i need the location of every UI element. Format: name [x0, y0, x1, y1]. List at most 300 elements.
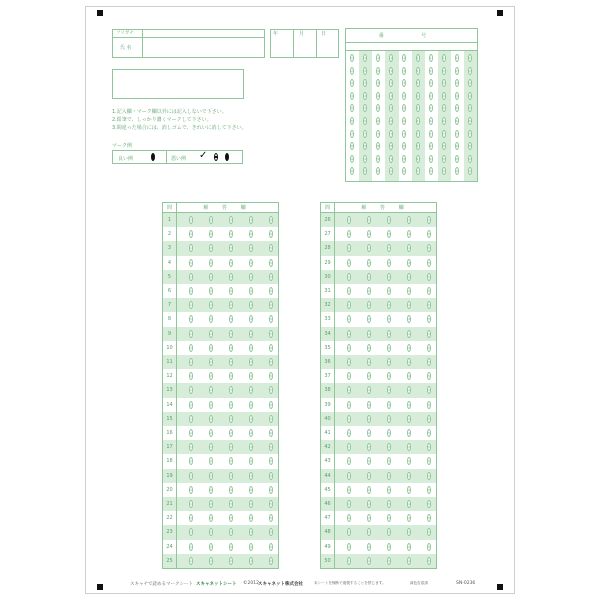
answer-bubble[interactable]: 3	[230, 232, 232, 237]
id-bubble[interactable]: 4	[364, 93, 367, 98]
id-bubble[interactable]: 7	[377, 131, 380, 136]
answer-bubble[interactable]: 1	[348, 232, 350, 237]
answer-bubble[interactable]: 1	[190, 459, 192, 464]
answer-bubble[interactable]: 5	[270, 544, 272, 549]
answer-bubble[interactable]: 4	[408, 558, 410, 563]
id-bubble[interactable]: 6	[442, 119, 445, 123]
id-bubble[interactable]: 8	[442, 144, 445, 149]
answer-bubble[interactable]: 3	[230, 544, 232, 549]
answer-bubble[interactable]: 3	[388, 473, 390, 478]
answer-bubble[interactable]: 4	[408, 487, 410, 492]
answer-bubble[interactable]: 3	[230, 260, 232, 265]
answer-bubble[interactable]: 5	[428, 388, 430, 393]
answer-bubble[interactable]: 2	[210, 416, 212, 421]
answer-bubble[interactable]: 5	[270, 516, 272, 521]
id-bubble[interactable]: 9	[390, 156, 393, 161]
answer-bubble[interactable]: 4	[250, 232, 252, 237]
id-bubble[interactable]: 6	[468, 119, 471, 123]
id-bubble[interactable]: 3	[455, 81, 458, 86]
answer-bubble[interactable]: 1	[190, 445, 192, 450]
answer-bubble[interactable]: 2	[210, 374, 212, 379]
id-bubble[interactable]: 2	[403, 68, 406, 73]
answer-bubble[interactable]: 5	[270, 445, 272, 450]
id-bubble[interactable]: 2	[416, 68, 419, 73]
id-bubble[interactable]: 4	[377, 93, 380, 98]
id-bubble[interactable]: 2	[468, 68, 471, 73]
answer-bubble[interactable]: 5	[428, 246, 430, 251]
answer-bubble[interactable]: 3	[230, 431, 232, 435]
id-bubble[interactable]: 6	[429, 119, 432, 123]
answer-bubble[interactable]: 4	[250, 502, 252, 506]
answer-bubble[interactable]: 5	[270, 473, 272, 478]
id-bubble[interactable]: 6	[403, 119, 406, 123]
answer-bubble[interactable]: 2	[210, 360, 212, 364]
answer-bubble[interactable]: 1	[190, 388, 192, 393]
answer-bubble[interactable]: 4	[408, 416, 410, 421]
id-bubble[interactable]: 1	[351, 56, 353, 60]
answer-bubble[interactable]: 3	[388, 232, 390, 237]
id-bubble[interactable]: 2	[442, 68, 445, 73]
id-bubble[interactable]: 9	[468, 156, 471, 161]
answer-bubble[interactable]: 3	[230, 289, 232, 293]
answer-bubble[interactable]: 2	[210, 388, 212, 393]
answer-bubble[interactable]: 2	[368, 431, 370, 435]
answer-bubble[interactable]: 1	[348, 374, 350, 379]
answer-bubble[interactable]: 2	[368, 388, 370, 393]
answer-bubble[interactable]: 3	[388, 260, 390, 265]
answer-bubble[interactable]: 4	[250, 416, 252, 421]
answer-bubble[interactable]: 1	[190, 260, 192, 265]
id-bubble[interactable]: 1	[377, 56, 380, 60]
answer-bubble[interactable]: 1	[190, 345, 192, 350]
answer-bubble[interactable]: 5	[428, 516, 430, 521]
answer-bubble[interactable]: 4	[408, 388, 410, 393]
answer-bubble[interactable]: 4	[408, 473, 410, 478]
answer-bubble[interactable]: 4	[250, 317, 252, 322]
answer-bubble[interactable]: 5	[270, 374, 272, 379]
answer-bubble[interactable]: 3	[388, 246, 390, 251]
id-bubble[interactable]: 9	[403, 156, 406, 161]
id-bubble[interactable]: 6	[416, 119, 419, 123]
answer-bubble[interactable]: 3	[230, 416, 232, 421]
answer-bubble[interactable]: 4	[250, 445, 252, 450]
answer-bubble[interactable]: 1	[348, 544, 350, 549]
answer-bubble[interactable]: 2	[210, 445, 212, 450]
answer-bubble[interactable]: 2	[210, 502, 212, 506]
id-bubble[interactable]: 4	[403, 93, 406, 98]
id-bubble[interactable]: 9	[455, 156, 458, 161]
answer-bubble[interactable]: 4	[408, 431, 410, 435]
id-bubble[interactable]: 9	[429, 156, 432, 161]
id-bubble[interactable]: 1	[468, 56, 471, 60]
id-bubble[interactable]: 8	[429, 144, 432, 149]
answer-bubble[interactable]: 5	[270, 431, 272, 435]
answer-bubble[interactable]: 1	[190, 473, 192, 478]
answer-bubble[interactable]: 1	[190, 530, 192, 535]
answer-bubble[interactable]: 1	[348, 274, 350, 279]
answer-bubble[interactable]: 1	[348, 289, 350, 293]
answer-bubble[interactable]: 4	[250, 558, 252, 563]
answer-bubble[interactable]: 3	[388, 289, 390, 293]
id-bubble[interactable]: 8	[416, 144, 419, 149]
answer-bubble[interactable]: 4	[408, 445, 410, 450]
answer-bubble[interactable]: 3	[230, 317, 232, 322]
id-bubble[interactable]: 3	[351, 81, 353, 86]
id-write-row[interactable]	[346, 43, 477, 51]
answer-bubble[interactable]: 3	[388, 502, 390, 506]
answer-bubble[interactable]: 3	[388, 274, 390, 279]
answer-bubble[interactable]: 4	[408, 246, 410, 251]
answer-bubble[interactable]: 5	[428, 431, 430, 435]
answer-bubble[interactable]: 1	[190, 558, 192, 563]
answer-bubble[interactable]: 3	[388, 416, 390, 421]
answer-bubble[interactable]: 5	[428, 487, 430, 492]
id-bubble[interactable]: 8	[455, 144, 458, 149]
answer-bubble[interactable]: 5	[270, 345, 272, 350]
answer-bubble[interactable]: 2	[210, 516, 212, 521]
answer-bubble[interactable]: 2	[368, 487, 370, 492]
answer-bubble[interactable]: 1	[190, 374, 192, 379]
id-bubble[interactable]: 5	[364, 106, 367, 111]
id-bubble[interactable]: 7	[468, 131, 471, 136]
answer-bubble[interactable]: 5	[270, 416, 272, 421]
id-bubble[interactable]: 1	[442, 56, 445, 60]
answer-bubble[interactable]: 4	[250, 473, 252, 478]
answer-bubble[interactable]: 3	[388, 374, 390, 379]
answer-bubble[interactable]: 4	[408, 544, 410, 549]
answer-bubble[interactable]: 1	[348, 331, 350, 336]
answer-bubble[interactable]: 2	[210, 274, 212, 279]
id-bubble[interactable]: 5	[455, 106, 458, 111]
answer-bubble[interactable]: 5	[428, 502, 430, 506]
id-bubble[interactable]: 1	[455, 56, 458, 60]
answer-bubble[interactable]: 2	[368, 502, 370, 506]
answer-bubble[interactable]: 3	[230, 402, 232, 407]
answer-bubble[interactable]: 2	[210, 473, 212, 478]
answer-bubble[interactable]: 1	[190, 303, 192, 308]
answer-bubble[interactable]: 4	[250, 431, 252, 435]
answer-bubble[interactable]: 1	[348, 487, 350, 492]
id-bubble[interactable]: 5	[390, 106, 393, 111]
answer-bubble[interactable]: 3	[230, 502, 232, 506]
answer-bubble[interactable]: 4	[408, 516, 410, 521]
answer-bubble[interactable]: 1	[348, 388, 350, 393]
answer-bubble[interactable]: 1	[348, 473, 350, 478]
answer-bubble[interactable]: 2	[368, 331, 370, 336]
answer-bubble[interactable]: 5	[428, 303, 430, 308]
answer-bubble[interactable]: 5	[428, 218, 430, 222]
answer-bubble[interactable]: 1	[190, 317, 192, 322]
answer-bubble[interactable]: 3	[388, 459, 390, 464]
answer-bubble[interactable]: 5	[270, 360, 272, 364]
answer-bubble[interactable]: 4	[250, 487, 252, 492]
answer-bubble[interactable]: 1	[348, 303, 350, 308]
answer-bubble[interactable]: 2	[210, 218, 212, 222]
id-bubble[interactable]: 7	[442, 131, 445, 136]
answer-bubble[interactable]: 5	[270, 558, 272, 563]
answer-bubble[interactable]: 4	[408, 218, 410, 222]
id-bubble[interactable]: 3	[429, 81, 432, 86]
answer-bubble[interactable]: 5	[270, 274, 272, 279]
answer-bubble[interactable]: 5	[270, 502, 272, 506]
answer-bubble[interactable]: 3	[230, 558, 232, 563]
answer-bubble[interactable]: 3	[388, 487, 390, 492]
answer-bubble[interactable]: 1	[348, 459, 350, 464]
answer-bubble[interactable]: 3	[230, 360, 232, 364]
answer-bubble[interactable]: 1	[190, 274, 192, 279]
id-bubble[interactable]: 1	[416, 56, 419, 60]
answer-bubble[interactable]: 2	[210, 317, 212, 322]
answer-bubble[interactable]: 3	[230, 530, 232, 535]
id-bubble[interactable]: 2	[429, 68, 432, 73]
answer-bubble[interactable]: 4	[250, 260, 252, 265]
answer-bubble[interactable]: 5	[270, 331, 272, 336]
answer-bubble[interactable]: 5	[270, 260, 272, 265]
answer-bubble[interactable]: 1	[348, 218, 350, 222]
answer-bubble[interactable]: 3	[388, 402, 390, 407]
answer-bubble[interactable]: 2	[210, 331, 212, 336]
id-bubble[interactable]: 7	[364, 131, 367, 136]
answer-bubble[interactable]: 2	[368, 260, 370, 265]
answer-bubble[interactable]: 4	[250, 274, 252, 279]
answer-bubble[interactable]: 3	[388, 544, 390, 549]
answer-bubble[interactable]: 3	[388, 530, 390, 535]
id-bubble[interactable]: 4	[468, 93, 471, 98]
answer-bubble[interactable]: 4	[250, 218, 252, 222]
id-bubble[interactable]: 9	[377, 156, 380, 161]
id-bubble[interactable]: 0	[468, 169, 471, 174]
answer-bubble[interactable]: 1	[190, 487, 192, 492]
id-bubble[interactable]: 7	[390, 131, 393, 136]
id-bubble[interactable]: 0	[455, 169, 458, 174]
answer-bubble[interactable]: 3	[230, 274, 232, 279]
answer-bubble[interactable]: 3	[230, 374, 232, 379]
answer-bubble[interactable]: 4	[408, 274, 410, 279]
id-bubble[interactable]: 2	[390, 68, 393, 73]
answer-bubble[interactable]: 1	[348, 260, 350, 265]
answer-bubble[interactable]: 2	[368, 289, 370, 293]
answer-bubble[interactable]: 1	[190, 218, 192, 222]
id-bubble[interactable]: 1	[429, 56, 432, 60]
answer-bubble[interactable]: 4	[408, 502, 410, 506]
answer-bubble[interactable]: 2	[210, 544, 212, 549]
answer-bubble[interactable]: 4	[408, 402, 410, 407]
answer-bubble[interactable]: 3	[388, 345, 390, 350]
id-bubble[interactable]: 8	[351, 144, 353, 149]
answer-bubble[interactable]: 2	[210, 260, 212, 265]
id-bubble[interactable]: 4	[351, 93, 353, 98]
answer-bubble[interactable]: 2	[210, 402, 212, 407]
answer-bubble[interactable]: 1	[348, 416, 350, 421]
answer-bubble[interactable]: 2	[368, 246, 370, 251]
answer-bubble[interactable]: 5	[270, 487, 272, 492]
answer-bubble[interactable]: 2	[368, 558, 370, 563]
answer-bubble[interactable]: 1	[190, 516, 192, 521]
id-bubble[interactable]: 9	[364, 156, 367, 161]
answer-bubble[interactable]: 3	[230, 487, 232, 492]
id-bubble[interactable]: 9	[351, 156, 353, 161]
answer-bubble[interactable]: 2	[210, 289, 212, 293]
answer-bubble[interactable]: 3	[388, 360, 390, 364]
answer-bubble[interactable]: 2	[368, 544, 370, 549]
id-bubble[interactable]: 9	[416, 156, 419, 161]
answer-bubble[interactable]: 1	[190, 416, 192, 421]
answer-bubble[interactable]: 3	[388, 558, 390, 563]
answer-bubble[interactable]: 4	[250, 289, 252, 293]
id-bubble[interactable]: 1	[390, 56, 393, 60]
id-bubble[interactable]: 8	[403, 144, 406, 149]
answer-bubble[interactable]: 2	[210, 303, 212, 308]
answer-bubble[interactable]: 4	[408, 260, 410, 265]
answer-bubble[interactable]: 5	[428, 445, 430, 450]
answer-bubble[interactable]: 5	[428, 473, 430, 478]
free-entry-box[interactable]	[112, 69, 244, 99]
answer-bubble[interactable]: 1	[348, 402, 350, 407]
answer-bubble[interactable]: 2	[368, 516, 370, 521]
answer-bubble[interactable]: 2	[368, 402, 370, 407]
answer-bubble[interactable]: 1	[348, 246, 350, 251]
id-bubble[interactable]: 0	[403, 169, 406, 174]
answer-bubble[interactable]: 4	[250, 459, 252, 464]
answer-bubble[interactable]: 4	[408, 345, 410, 350]
answer-bubble[interactable]: 3	[230, 473, 232, 478]
id-bubble[interactable]: 0	[429, 169, 432, 174]
answer-bubble[interactable]: 4	[250, 388, 252, 393]
id-bubble[interactable]: 8	[364, 144, 367, 149]
answer-bubble[interactable]: 2	[210, 431, 212, 435]
answer-bubble[interactable]: 1	[190, 402, 192, 407]
id-bubble[interactable]: 6	[351, 119, 353, 123]
answer-bubble[interactable]: 5	[270, 317, 272, 322]
answer-bubble[interactable]: 1	[348, 558, 350, 563]
answer-bubble[interactable]: 3	[388, 317, 390, 322]
answer-bubble[interactable]: 2	[210, 232, 212, 237]
answer-bubble[interactable]: 5	[270, 388, 272, 393]
id-bubble[interactable]: 6	[377, 119, 380, 123]
answer-bubble[interactable]: 3	[230, 459, 232, 464]
answer-bubble[interactable]: 4	[250, 530, 252, 535]
answer-bubble[interactable]: 1	[348, 317, 350, 322]
answer-bubble[interactable]: 5	[428, 530, 430, 535]
answer-bubble[interactable]: 2	[210, 345, 212, 350]
answer-bubble[interactable]: 5	[428, 416, 430, 421]
id-bubble[interactable]: 0	[416, 169, 419, 174]
answer-bubble[interactable]: 5	[270, 530, 272, 535]
id-bubble[interactable]: 5	[403, 106, 406, 111]
id-bubble[interactable]: 6	[390, 119, 393, 123]
answer-bubble[interactable]: 4	[250, 374, 252, 379]
id-bubble[interactable]: 5	[468, 106, 471, 111]
id-bubble[interactable]: 3	[442, 81, 445, 86]
id-bubble[interactable]: 7	[403, 131, 406, 136]
answer-bubble[interactable]: 1	[190, 544, 192, 549]
answer-bubble[interactable]: 4	[250, 516, 252, 521]
answer-bubble[interactable]: 1	[348, 431, 350, 435]
id-bubble[interactable]: 4	[429, 93, 432, 98]
id-bubble[interactable]: 2	[455, 68, 458, 73]
answer-bubble[interactable]: 4	[408, 331, 410, 336]
id-bubble[interactable]: 7	[429, 131, 432, 136]
id-bubble[interactable]: 5	[351, 106, 353, 111]
id-bubble[interactable]: 7	[455, 131, 458, 136]
name-field[interactable]	[143, 38, 265, 58]
answer-bubble[interactable]: 3	[230, 388, 232, 393]
answer-bubble[interactable]: 1	[348, 445, 350, 450]
id-bubble[interactable]: 1	[364, 56, 367, 60]
answer-bubble[interactable]: 1	[348, 530, 350, 535]
id-bubble[interactable]: 4	[390, 93, 393, 98]
id-bubble[interactable]: 3	[377, 81, 380, 86]
answer-bubble[interactable]: 3	[388, 303, 390, 308]
answer-bubble[interactable]: 3	[230, 445, 232, 450]
answer-bubble[interactable]: 5	[270, 402, 272, 407]
answer-bubble[interactable]: 4	[250, 544, 252, 549]
answer-bubble[interactable]: 1	[190, 331, 192, 336]
answer-bubble[interactable]: 4	[408, 317, 410, 322]
id-bubble[interactable]: 3	[468, 81, 471, 86]
answer-bubble[interactable]: 5	[428, 331, 430, 336]
answer-bubble[interactable]: 2	[368, 274, 370, 279]
answer-bubble[interactable]: 4	[408, 530, 410, 535]
answer-bubble[interactable]: 2	[368, 374, 370, 379]
answer-bubble[interactable]: 5	[428, 558, 430, 563]
id-bubble[interactable]: 2	[351, 68, 353, 73]
answer-bubble[interactable]: 3	[388, 516, 390, 521]
answer-bubble[interactable]: 4	[408, 374, 410, 379]
answer-bubble[interactable]: 3	[388, 218, 390, 222]
id-bubble[interactable]: 8	[377, 144, 380, 149]
id-bubble[interactable]: 6	[364, 119, 367, 123]
answer-bubble[interactable]: 2	[368, 416, 370, 421]
answer-bubble[interactable]: 2	[368, 360, 370, 364]
answer-bubble[interactable]: 3	[230, 516, 232, 521]
answer-bubble[interactable]: 1	[190, 289, 192, 293]
id-bubble[interactable]: 5	[429, 106, 432, 111]
answer-bubble[interactable]: 5	[270, 459, 272, 464]
answer-bubble[interactable]: 2	[368, 218, 370, 222]
id-bubble[interactable]: 8	[390, 144, 393, 149]
answer-bubble[interactable]: 1	[190, 360, 192, 364]
answer-bubble[interactable]: 2	[368, 303, 370, 308]
answer-bubble[interactable]: 5	[428, 345, 430, 350]
answer-bubble[interactable]: 1	[348, 502, 350, 506]
id-bubble[interactable]: 3	[403, 81, 406, 86]
answer-bubble[interactable]: 4	[250, 402, 252, 407]
answer-bubble[interactable]: 5	[270, 303, 272, 308]
answer-bubble[interactable]: 5	[270, 232, 272, 237]
answer-bubble[interactable]: 1	[190, 502, 192, 506]
id-bubble[interactable]: 7	[416, 131, 419, 136]
answer-bubble[interactable]: 5	[428, 274, 430, 279]
answer-bubble[interactable]: 5	[428, 374, 430, 379]
answer-bubble[interactable]: 2	[210, 558, 212, 563]
id-bubble[interactable]: 5	[377, 106, 380, 111]
answer-bubble[interactable]: 5	[428, 232, 430, 237]
answer-bubble[interactable]: 4	[408, 303, 410, 308]
answer-bubble[interactable]: 2	[368, 459, 370, 464]
answer-bubble[interactable]: 5	[270, 246, 272, 251]
answer-bubble[interactable]: 5	[428, 360, 430, 364]
answer-bubble[interactable]: 2	[368, 445, 370, 450]
answer-bubble[interactable]: 2	[210, 459, 212, 464]
answer-bubble[interactable]: 1	[190, 246, 192, 251]
id-bubble[interactable]: 0	[364, 169, 367, 174]
answer-bubble[interactable]: 4	[408, 232, 410, 237]
answer-bubble[interactable]: 5	[428, 402, 430, 407]
id-bubble[interactable]: 3	[416, 81, 419, 86]
answer-bubble[interactable]: 1	[348, 360, 350, 364]
id-bubble[interactable]: 3	[390, 81, 393, 86]
